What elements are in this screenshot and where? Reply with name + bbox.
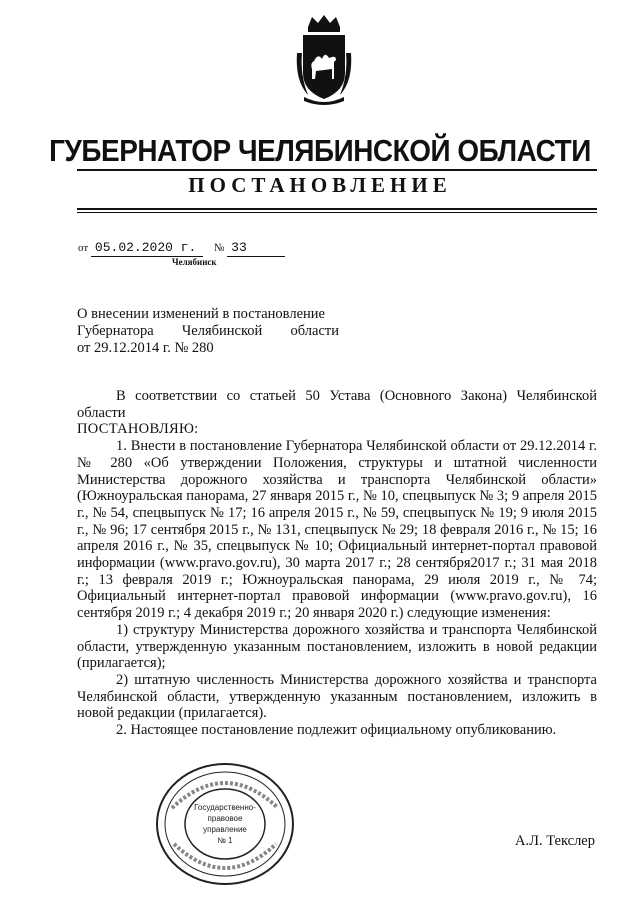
item-1-paragraph: 1. Внести в постановление Губернатора Челябинской области от 29.12.2014 г. № 280 «Об утверждении Положения, структуры и штатной численности Министерства дорожного хозяйства и транспорта Челябинской области» (Южноуральская панорама, 27 января 2015 г., № 10, спецвыпуск № 3; 9 апреля 2015 г., № 54, спецвыпуск № 17; 16 апреля 2015 г., № 59, спецвыпуск № 19; 9 июля 2015 г., № 96; 17 сентября 2015 г., № 131, спецвыпуск № 29; 18 февраля 2016 г., № 15; 16 апреля 2016 г., № 35, спецвыпуск № 10; Официальный интернет-портал правовой информации (www.pravo.gov.ru), 30 марта 2017 г.; 28 сентября2017 г.; 31 мая 2018 г.; 13 февраля 2019 г.; Южноуральская панорама, 29 июля 2019 г., № 74; Официальный интернет-портал правовой информации (www.pravo.gov.ru), 16 сентября 2019 г.; 4 декабря 2019 г.; 20 января 2020 г.) следующие изменения:: [77, 438, 597, 622]
number-prefix: №: [213, 242, 225, 254]
title-divider: [77, 169, 597, 171]
document-meta: [78, 240, 285, 257]
city-name: Челябинск: [172, 257, 217, 267]
governor-title: ГУБЕРНАТОР ЧЕЛЯБИНСКОЙ ОБЛАСТИ: [49, 133, 591, 168]
subitem-1-paragraph: 1) структуру Министерства дорожного хозяйства и транспорта Челябинской области, утвержденную указанным постановлением, изложить в новой редакции (прилагается);: [77, 621, 597, 672]
item-2-paragraph: 2. Настоящее постановление подлежит официальному опубликованию.: [116, 722, 557, 739]
subject-line-1: О внесении изменений в постановление: [77, 306, 325, 322]
date-prefix: от: [78, 242, 89, 254]
stamp-line-3: управление: [203, 825, 247, 834]
subitem-2-paragraph: 2) штатную численность Министерства дорожного хозяйства и транспорта Челябинской области, утвержденную указанным постановлением, изложить в новой редакции (прилагается).: [77, 671, 597, 722]
subject-line-3: от 29.12.2014 г. № 280: [77, 340, 214, 356]
stamp-line-2: правовое: [207, 814, 243, 823]
subject-line-2: Губернатора Челябинской области: [77, 323, 339, 339]
header-bottom-rule: [77, 208, 597, 210]
document-subject: [77, 306, 339, 357]
stamp-line-1: Государственно-: [194, 803, 256, 812]
decree-word: ПОСТАНОВЛЯЮ:: [77, 421, 199, 438]
stamp-line-4: № 1: [217, 836, 233, 845]
intro-paragraph: В соответствии со статьей 50 Устава (Основного Закона) Челябинской области: [77, 388, 597, 421]
document-type: ПОСТАНОВЛЕНИЕ: [188, 173, 452, 197]
coat-of-arms-emblem: [294, 13, 354, 105]
document-date: 05.02.2020 г.: [91, 240, 203, 257]
header-bottom-rule-thin: [77, 212, 597, 213]
document-number: 33: [227, 240, 285, 257]
document-body: [77, 388, 597, 739]
signatory-name: А.Л. Текслер: [515, 833, 595, 849]
official-stamp: [150, 760, 300, 888]
